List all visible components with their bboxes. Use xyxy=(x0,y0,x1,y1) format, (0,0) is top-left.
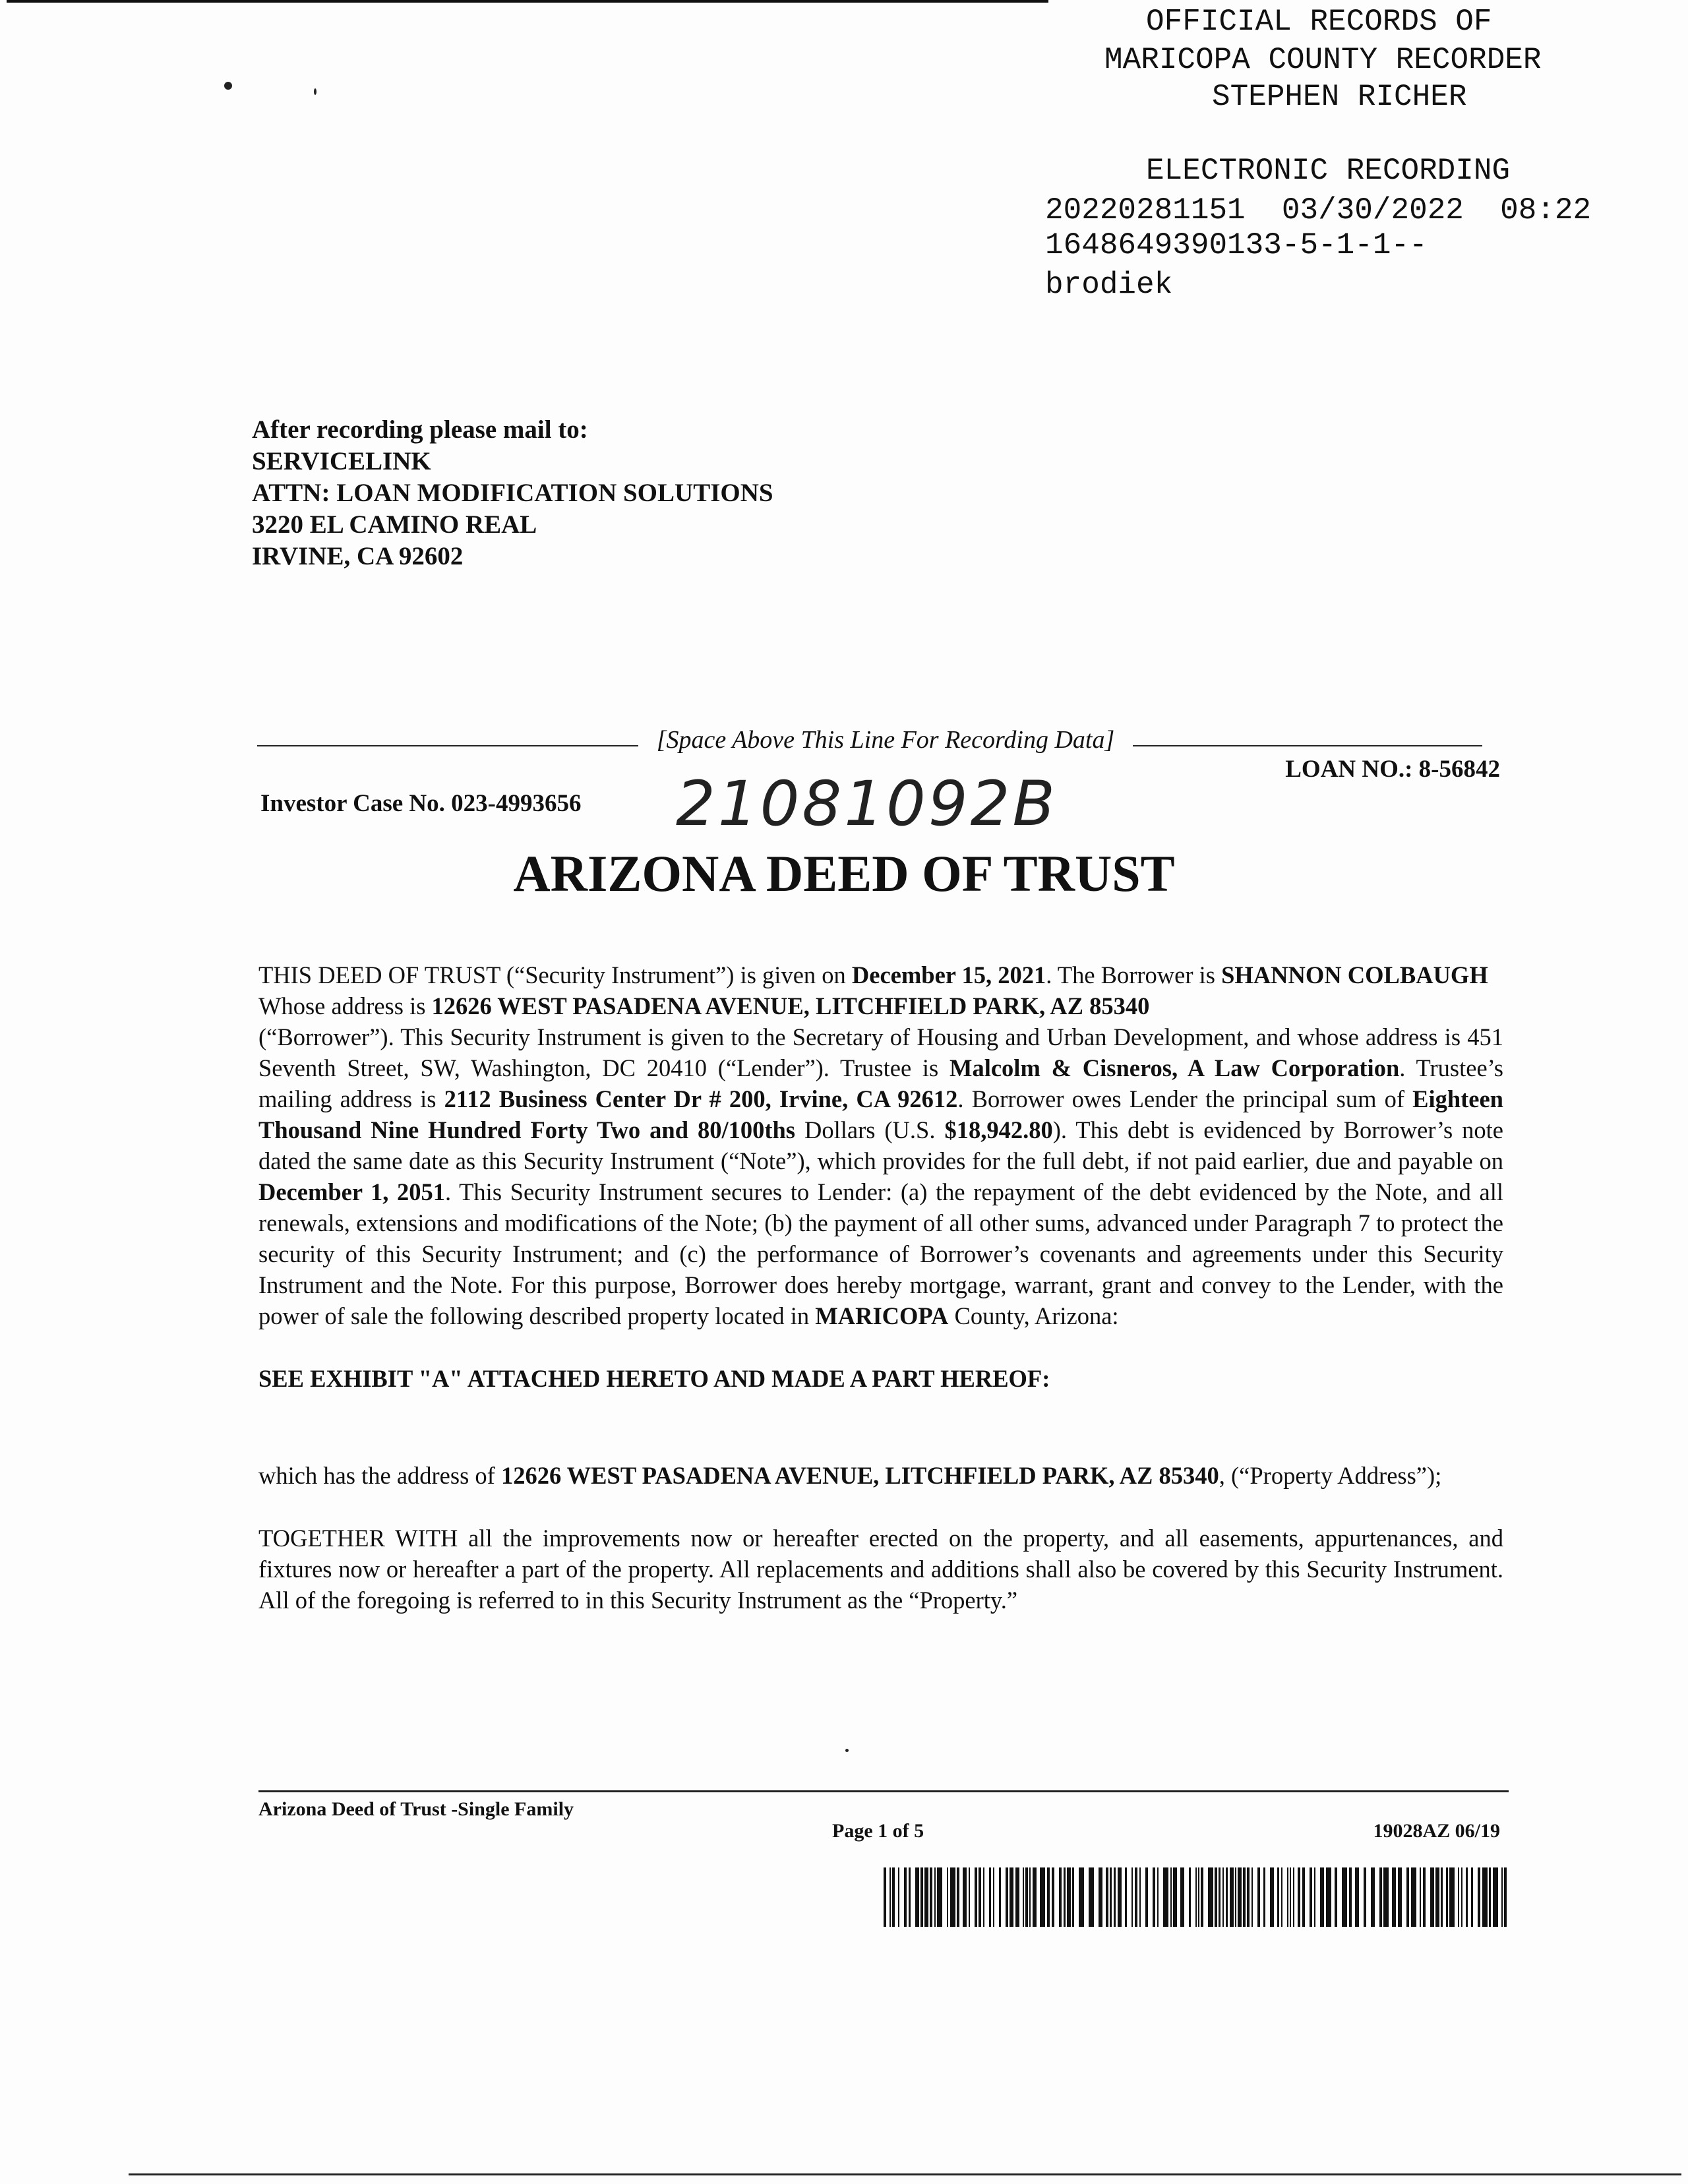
barcode-bar xyxy=(1089,1867,1094,1927)
barcode-bar xyxy=(1430,1867,1434,1927)
text-run: , (“Property Address”); xyxy=(1219,1462,1442,1489)
separator-label: [Space Above This Line For Recording Data] xyxy=(656,726,1115,754)
barcode-bar xyxy=(1446,1867,1448,1927)
barcode-bar xyxy=(1067,1867,1071,1927)
mail-to-heading: After recording please mail to: xyxy=(252,415,588,444)
text-run: . The Borrower is xyxy=(1046,961,1222,988)
barcode-bar xyxy=(1006,1867,1008,1927)
barcode-bar xyxy=(1010,1867,1013,1927)
barcode-bar xyxy=(909,1867,911,1927)
body-paragraph-2 xyxy=(258,1460,1503,1491)
separator-rule-right xyxy=(1133,745,1482,746)
mail-to-line: IRVINE, CA 92602 xyxy=(252,542,464,570)
barcode-bar xyxy=(1310,1867,1312,1927)
barcode-bar xyxy=(937,1867,942,1927)
barcode-bar xyxy=(1504,1867,1507,1927)
recorder-stamp xyxy=(1146,3,1492,41)
text-run: (“Borrower”). This Security Instrument is given to the Secretary of Housing and Urban Development, and whose address is 451 Seventh Street, SW, Washington, DC 20410 (“Lender”). Trustee is xyxy=(258,1023,1503,1081)
barcode-bar xyxy=(1392,1867,1396,1927)
barcode-bar xyxy=(1277,1867,1279,1927)
barcode-bar xyxy=(1493,1867,1498,1927)
barcode-bar xyxy=(1201,1867,1203,1927)
barcode-bar xyxy=(1349,1867,1352,1927)
barcode-bar xyxy=(1059,1867,1062,1927)
barcode-bar xyxy=(957,1867,959,1927)
barcode-bar xyxy=(1189,1867,1191,1927)
barcode-bar xyxy=(1114,1867,1116,1927)
loan-number: LOAN NO.: 8-56842 xyxy=(1285,756,1500,783)
barcode-bar xyxy=(1040,1867,1045,1927)
recorder-stamp-name xyxy=(1212,78,1466,116)
barcode-bar xyxy=(1471,1867,1473,1927)
barcode-bar xyxy=(989,1867,991,1927)
barcode-bar xyxy=(884,1867,886,1927)
barcode-bar xyxy=(1482,1867,1488,1927)
body-paragraph-3: TOGETHER WITH all the improvements now or hereafter erected on the property, and all easements, appurtenances, and fixtures now or hereafter a part of the property. All replacements and additions shall also be covered by this Security Instrument. All of the foregoing is referred to in this Security Instrument as the “Property.” xyxy=(258,1525,1503,1614)
barcode-bar xyxy=(920,1867,923,1927)
separator-rule-left xyxy=(257,745,638,746)
recorder-stamp-county xyxy=(1104,41,1542,79)
barcode-bar xyxy=(1099,1867,1102,1927)
barcode-bar xyxy=(1383,1867,1389,1927)
barcode-bar xyxy=(1110,1867,1112,1927)
barcode-bar xyxy=(999,1867,1001,1927)
barcode-bar xyxy=(1406,1867,1409,1927)
top-border-line xyxy=(7,0,1048,3)
text-run: County, Arizona: xyxy=(948,1302,1119,1329)
principal-amount: $18,942.80 xyxy=(944,1116,1053,1143)
barcode-bar xyxy=(1145,1867,1148,1927)
barcode-bar xyxy=(1449,1867,1455,1927)
barcode-bar xyxy=(904,1867,907,1927)
barcode-bar xyxy=(1163,1867,1168,1927)
maturity-date: December 1, 2051 xyxy=(258,1178,446,1205)
barcode-bar xyxy=(1364,1867,1366,1927)
recording-user: brodiek xyxy=(1045,268,1173,302)
text-run: Whose address is xyxy=(258,992,432,1019)
text-run: . This Security Instrument secures to Lender: (a) the repayment of the debt evidenced by the Note, and all renewals, extensions and modifications of the Note; (b) the payment of all other sums, advanced under Paragraph 7 to protect the security of this Security Instrument; and (c) the performance of Borrower’s covenants and agreements under this Security Instrument and the Note. For this purpose, Borrower does hereby mortgage, warrant, grant and convey to the Lender, with the power of sale the following described property located in xyxy=(258,1178,1504,1329)
barcode-bar xyxy=(1243,1867,1246,1927)
barcode-bar xyxy=(1302,1867,1305,1927)
barcode-bar xyxy=(1015,1867,1019,1927)
barcode-bar xyxy=(1215,1867,1217,1927)
barcode-bar xyxy=(983,1867,984,1927)
recorder-line-3: STEPHEN RICHER xyxy=(1212,80,1467,114)
barcode-bar xyxy=(1257,1867,1260,1927)
serial-number: 1648649390133-5-1-1-- xyxy=(1045,228,1428,262)
barcode-bar xyxy=(1052,1867,1054,1927)
barcode-bar xyxy=(1195,1867,1197,1927)
text-run: Dollars (U.S. xyxy=(795,1116,945,1143)
barcode-bar xyxy=(1170,1867,1172,1927)
barcode-bar xyxy=(1379,1867,1382,1927)
barcode-bar xyxy=(963,1867,967,1927)
barcode-bar xyxy=(1314,1867,1315,1927)
footer-page-number: Page 1 of 5 xyxy=(832,1820,924,1842)
document-title: ARIZONA DEED OF TRUST xyxy=(513,845,1175,902)
recording-data-separator xyxy=(257,725,1484,758)
text-run: ). This debt is evidenced by Borrower’s note dated the same date as this Security Instrument (“Note”), which provides for the full debt, if not paid earlier, due and payable on xyxy=(258,1116,1503,1174)
recorder-line-5: ELECTRONIC RECORDING xyxy=(1146,154,1511,188)
barcode-bar xyxy=(1135,1867,1137,1927)
trustee-name: Malcolm & Cisneros, A Law Corporation xyxy=(950,1054,1400,1081)
mail-to-block xyxy=(252,414,773,572)
barcode-bar xyxy=(1247,1867,1250,1927)
barcode-bar xyxy=(1335,1867,1337,1927)
barcode-bar xyxy=(1270,1867,1274,1927)
barcode-bar xyxy=(1293,1867,1294,1927)
barcode-bar xyxy=(950,1867,955,1927)
barcode-bar xyxy=(1466,1867,1468,1927)
barcode-bar xyxy=(1281,1867,1282,1927)
barcode-bar xyxy=(1235,1867,1236,1927)
barcode-bar xyxy=(1047,1867,1050,1927)
handwritten-number: 21081092B xyxy=(676,768,1058,840)
barcode-bar xyxy=(1287,1867,1288,1927)
barcode-bar xyxy=(1064,1867,1066,1927)
barcode-bar xyxy=(1226,1867,1228,1927)
barcode-bar xyxy=(1033,1867,1037,1927)
barcode-bar xyxy=(1230,1867,1234,1927)
property-address: 12626 WEST PASADENA AVENUE, LITCHFIELD PARK, AZ 85340 xyxy=(500,1462,1219,1489)
barcode-bar xyxy=(1501,1867,1503,1927)
body-paragraph-1 xyxy=(258,959,1503,1331)
mail-to-line: 3220 EL CAMINO REAL xyxy=(252,510,537,539)
borrower-address: 12626 WEST PASADENA AVENUE, LITCHFIELD PARK, AZ 85340 xyxy=(431,992,1150,1019)
barcode-bar xyxy=(1398,1867,1402,1927)
principal-amount-words: Eighteen Thousand Nine Hundred Forty Two and 80/100ths xyxy=(258,1085,1503,1143)
barcode-bar xyxy=(979,1867,981,1927)
barcode-bar xyxy=(1106,1867,1108,1927)
recorder-stamp-type xyxy=(1146,152,1510,190)
barcode-bar xyxy=(1023,1867,1024,1927)
instrument-date: December 15, 2021 xyxy=(851,961,1046,988)
text-run: which has the address of xyxy=(258,1462,501,1489)
barcode-bar xyxy=(1118,1867,1122,1927)
barcode-bar xyxy=(1208,1867,1213,1927)
footer-rule xyxy=(258,1790,1509,1792)
barcode-bar xyxy=(1298,1867,1300,1927)
barcode-bar xyxy=(1441,1867,1443,1927)
investor-case-number: Investor Case No. 023-4993656 xyxy=(260,790,582,817)
exhibit-text: SEE EXHIBIT "A" ATTACHED HERETO AND MADE A PART HEREOF: xyxy=(258,1365,1050,1392)
barcode-bar xyxy=(1157,1867,1159,1927)
barcode-bar xyxy=(1411,1867,1416,1927)
barcode-bar xyxy=(1173,1867,1177,1927)
exhibit-reference xyxy=(258,1363,1503,1394)
barcode-bar xyxy=(1320,1867,1324,1927)
mail-to-line: SERVICELINK xyxy=(252,447,431,475)
text-run: . Trustee’s mailing address is xyxy=(258,1054,1503,1112)
trustee-address: 2112 Business Center Dr # 200, Irvine, CA 92612 xyxy=(444,1085,958,1112)
barcode-bar xyxy=(1355,1867,1359,1927)
barcode-bar xyxy=(915,1867,919,1927)
recorder-line-1: OFFICIAL RECORDS OF xyxy=(1146,5,1492,39)
barcode-bar xyxy=(1180,1867,1184,1927)
barcode-bar xyxy=(1072,1867,1074,1927)
barcode-bar xyxy=(930,1867,932,1927)
recorder-line-4: 20220281151 03/30/2022 08:22 xyxy=(1045,193,1592,228)
barcode-bar xyxy=(1251,1867,1253,1927)
barcode-bar xyxy=(1461,1867,1462,1927)
barcode-bar xyxy=(975,1867,977,1927)
footer-form-name: Arizona Deed of Trust -Single Family xyxy=(258,1798,574,1820)
barcode-bar xyxy=(1478,1867,1480,1927)
barcode-bar xyxy=(969,1867,970,1927)
barcode-bar xyxy=(889,1867,891,1927)
barcode-bar xyxy=(1326,1867,1331,1927)
borrower-name: SHANNON COLBAUGH xyxy=(1221,961,1488,988)
barcode-bar xyxy=(1435,1867,1439,1927)
barcode-bar xyxy=(1029,1867,1031,1927)
barcode-image xyxy=(884,1867,1509,1927)
scan-speck xyxy=(224,82,232,90)
barcode-bar xyxy=(1153,1867,1155,1927)
county-name: MARICOPA xyxy=(815,1302,949,1329)
barcode-bar xyxy=(1222,1867,1224,1927)
barcode-bar xyxy=(1423,1867,1426,1927)
barcode-bar xyxy=(898,1867,899,1927)
barcode-bar xyxy=(1131,1867,1133,1927)
barcode-bar xyxy=(947,1867,948,1927)
recording-serial xyxy=(1045,226,1428,305)
mail-to-line: ATTN: LOAN MODIFICATION SOLUTIONS xyxy=(252,479,773,507)
bottom-border-line xyxy=(129,2173,1681,2175)
barcode-bar xyxy=(1219,1867,1221,1927)
barcode-bar xyxy=(1025,1867,1028,1927)
barcode-bar xyxy=(1139,1867,1141,1927)
barcode-bar xyxy=(924,1867,928,1927)
barcode-bar xyxy=(1420,1867,1421,1927)
barcode-bar xyxy=(892,1867,895,1927)
barcode-bar xyxy=(1238,1867,1242,1927)
barcode-bar xyxy=(1125,1867,1127,1927)
barcode-bar xyxy=(1489,1867,1491,1927)
footer-form-code: 19028AZ 06/19 xyxy=(1373,1820,1500,1842)
barcode-bar xyxy=(993,1867,994,1927)
barcode-bar xyxy=(1290,1867,1291,1927)
barcode-bar xyxy=(934,1867,936,1927)
barcode-bar xyxy=(1198,1867,1199,1927)
scan-speck xyxy=(314,88,316,95)
barcode-bar xyxy=(1371,1867,1375,1927)
barcode-bar xyxy=(1342,1867,1347,1927)
scan-speck xyxy=(845,1749,849,1752)
text-run: THIS DEED OF TRUST (“Security Instrument”) is given on xyxy=(258,961,852,988)
barcode-bar xyxy=(1079,1867,1084,1927)
recorder-line-2: MARICOPA COUNTY RECORDER xyxy=(1104,43,1542,77)
barcode-bar xyxy=(1458,1867,1459,1927)
barcode-bar xyxy=(1263,1867,1265,1927)
text-run: . Borrower owes Lender the principal sum of xyxy=(957,1085,1413,1112)
document-body xyxy=(258,959,1503,1616)
